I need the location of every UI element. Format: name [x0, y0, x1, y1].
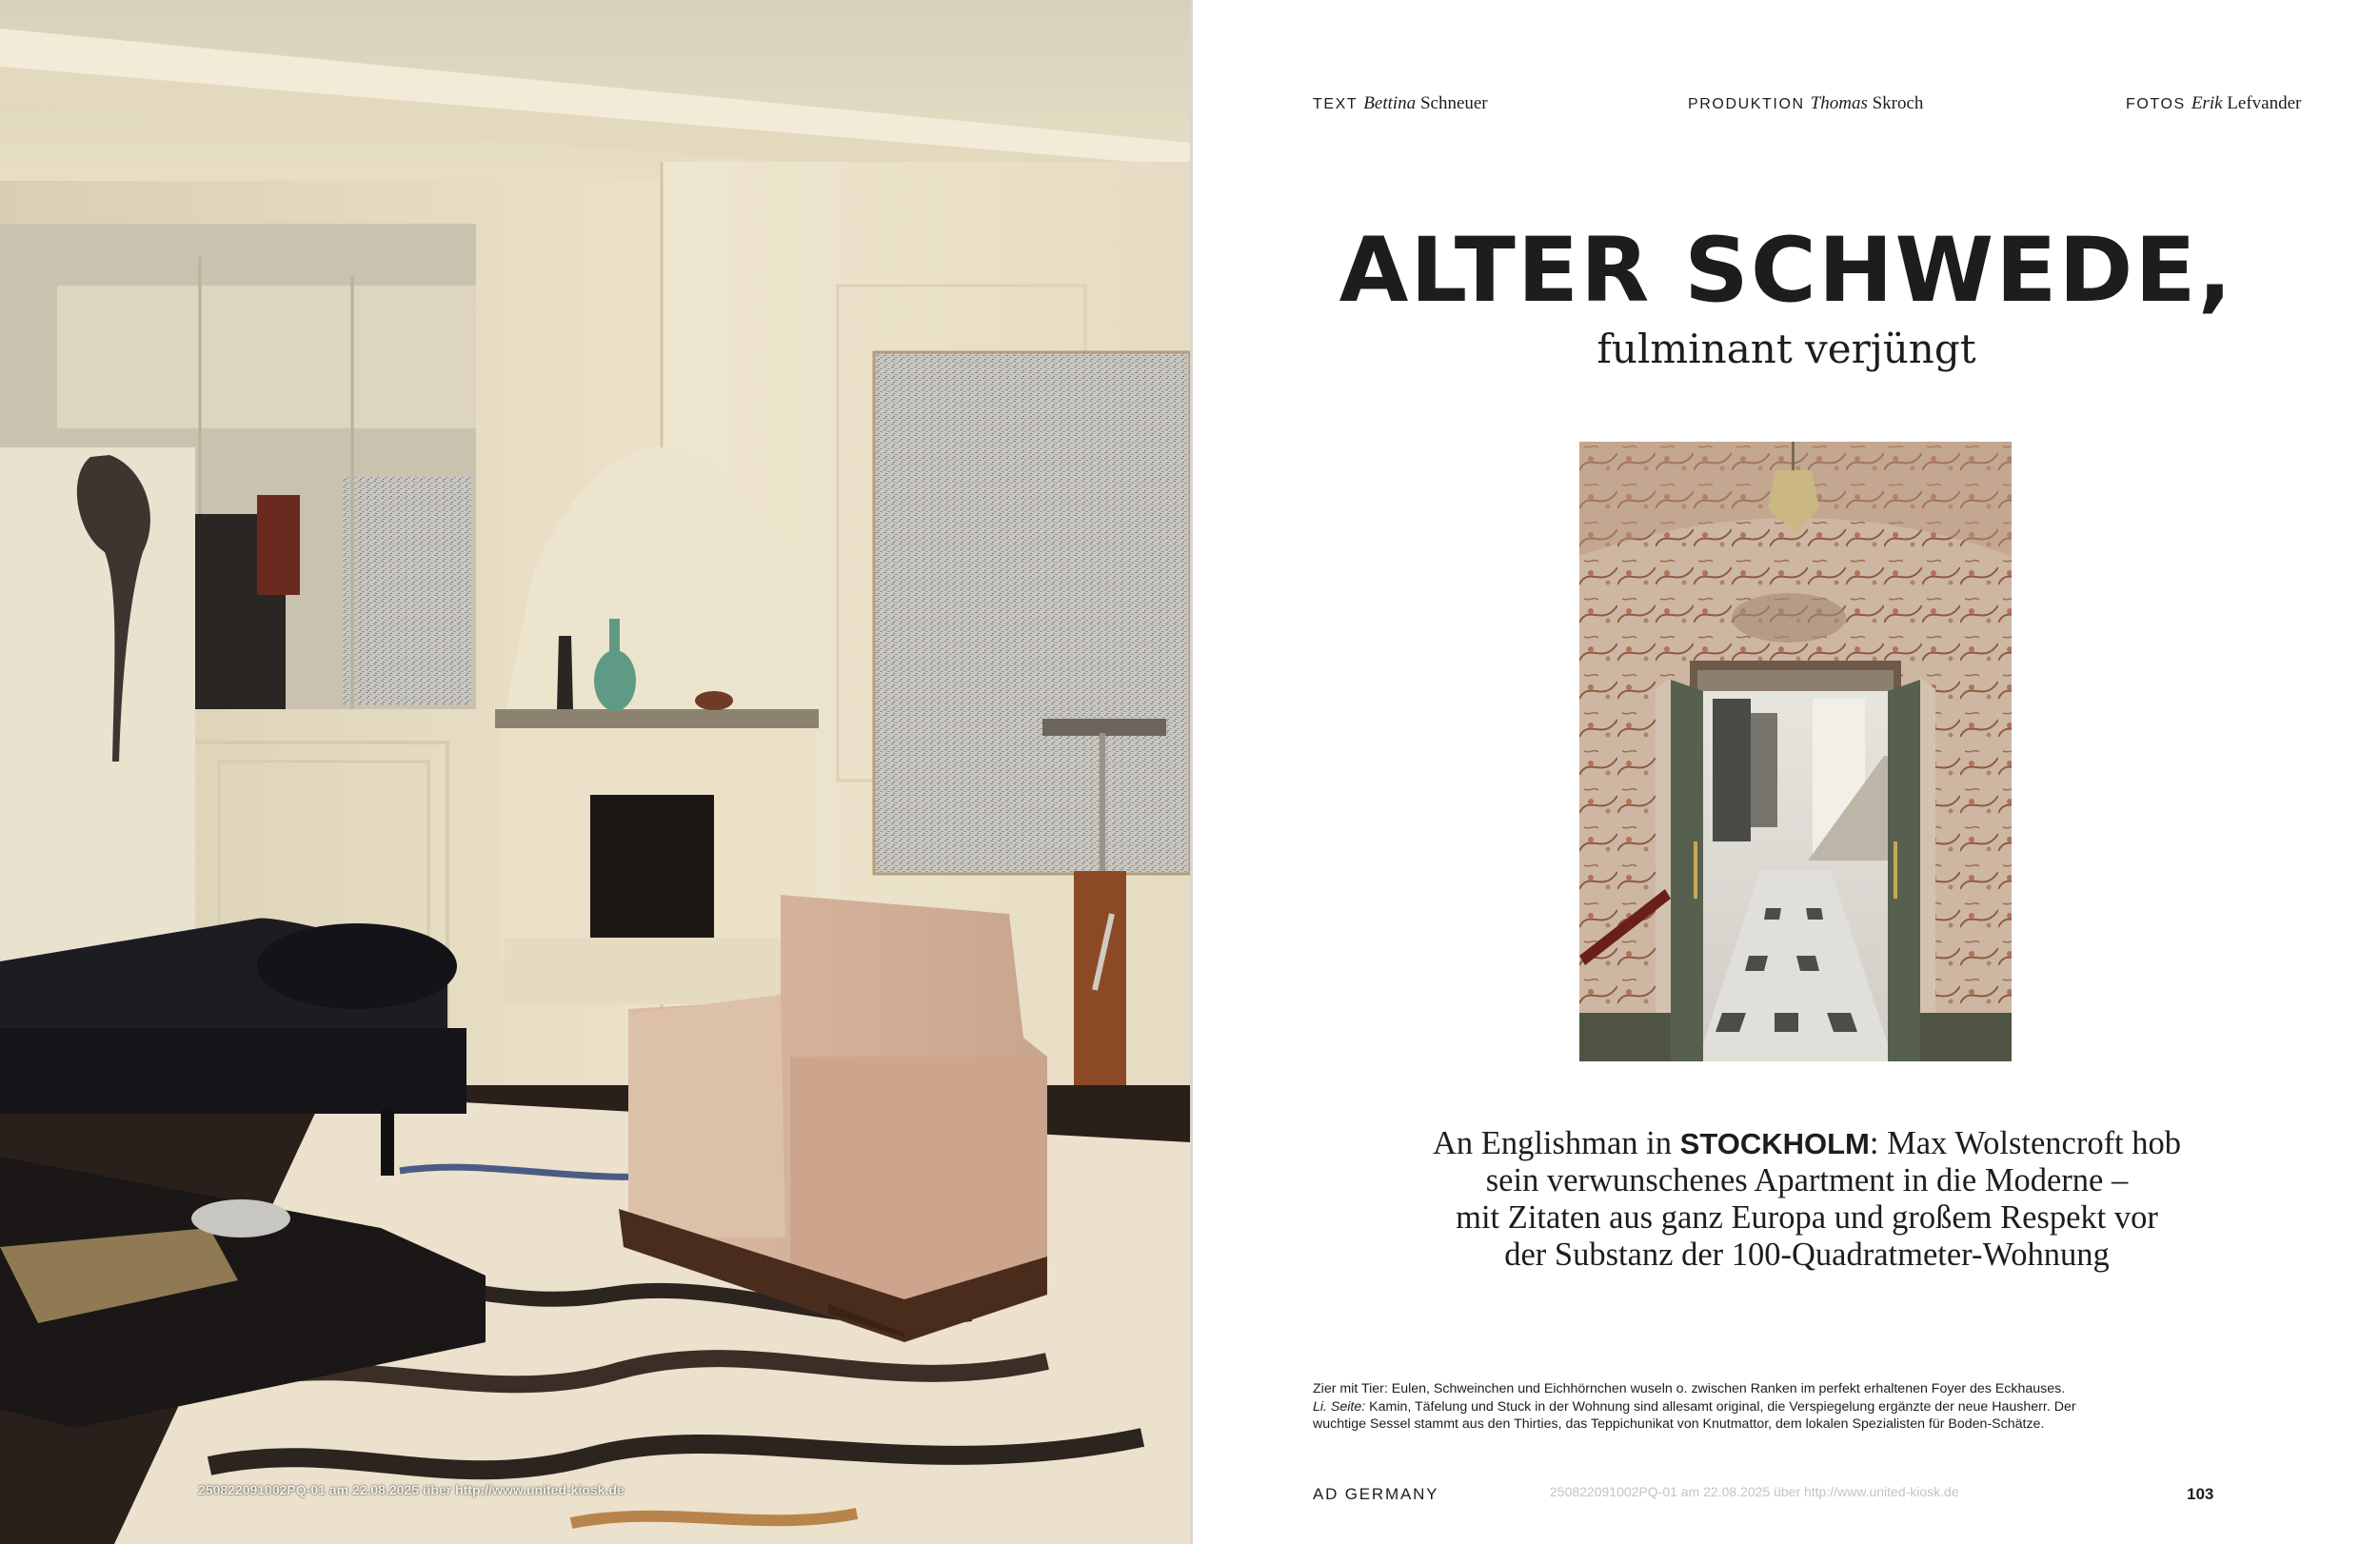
dek-line: mit Zitaten aus ganz Europa und großem Respekt vor	[1456, 1199, 2158, 1236]
dek-intro: An Englishman in	[1432, 1125, 1673, 1161]
credit-family-name: Skroch	[1872, 93, 1924, 113]
credits-bar	[1193, 93, 2380, 116]
distribution-stamp-left: 250822091002PQ-01 am 22.08.2025 über http://www.united-kiosk.de	[198, 1482, 625, 1497]
credit-family-name: Schneuer	[1419, 93, 1488, 113]
credit-kicker: TEXT	[1313, 96, 1359, 112]
caption-line: wuchtige Sessel stammt aus den Thirties, das Teppichunikat von Knutmattor, dem lokalen Spezialisten für Boden-Schätze.	[1313, 1416, 2045, 1432]
credit-text-author	[1313, 93, 1488, 114]
credit-given-name: Bettina	[1363, 93, 1417, 113]
article-dek	[1374, 1125, 2240, 1274]
credit-production	[1688, 93, 1923, 114]
photo-caption	[1313, 1380, 2312, 1434]
distribution-stamp: 250822091002PQ-01 am 22.08.2025 über http://www.united-kiosk.de	[1550, 1484, 1959, 1499]
magazine-footer-title: AD GERMANY	[1313, 1485, 1439, 1503]
subheadline: fulminant verjüngt	[1597, 326, 1976, 372]
headline: ALTER SCHWEDE,	[1339, 219, 2234, 323]
credit-given-name: Erik	[2191, 93, 2223, 113]
dek-line	[1374, 1125, 2240, 1162]
credit-given-name: Thomas	[1810, 93, 1868, 113]
caption-line: Zier mit Tier: Eulen, Schweinchen und Eichhörnchen wuseln o. zwischen Ranken im perfekt erhaltenen Foyer des Eckhauses.	[1313, 1381, 2066, 1396]
foyer-photo	[1579, 442, 2012, 1061]
page-number: 103	[2187, 1485, 2214, 1503]
article-opener-page	[1193, 0, 2380, 1544]
credit-family-name: Lefvander	[2227, 93, 2302, 113]
dek-intro-rest: : Max Wolstencroft hob	[1869, 1125, 2182, 1161]
caption-line	[1313, 1398, 2312, 1416]
dek-line: sein verwunschenes Apartment in die Moderne –	[1485, 1162, 2129, 1198]
credit-photos	[2126, 93, 2301, 114]
dek-line: der Substanz der 100-Quadratmeter-Wohnung	[1504, 1237, 2110, 1273]
caption-label: Li. Seite:	[1313, 1398, 1366, 1415]
credit-kicker: FOTOS	[2126, 96, 2186, 112]
dek-city: STOCKHOLM	[1679, 1127, 1870, 1160]
caption-text: Kamin, Täfelung und Stuck in der Wohnung sind allesamt original, die Verspiegelung ergänzte der neue Hausherr. Der	[1365, 1398, 2076, 1415]
credit-kicker: PRODUKTION	[1688, 96, 1805, 112]
